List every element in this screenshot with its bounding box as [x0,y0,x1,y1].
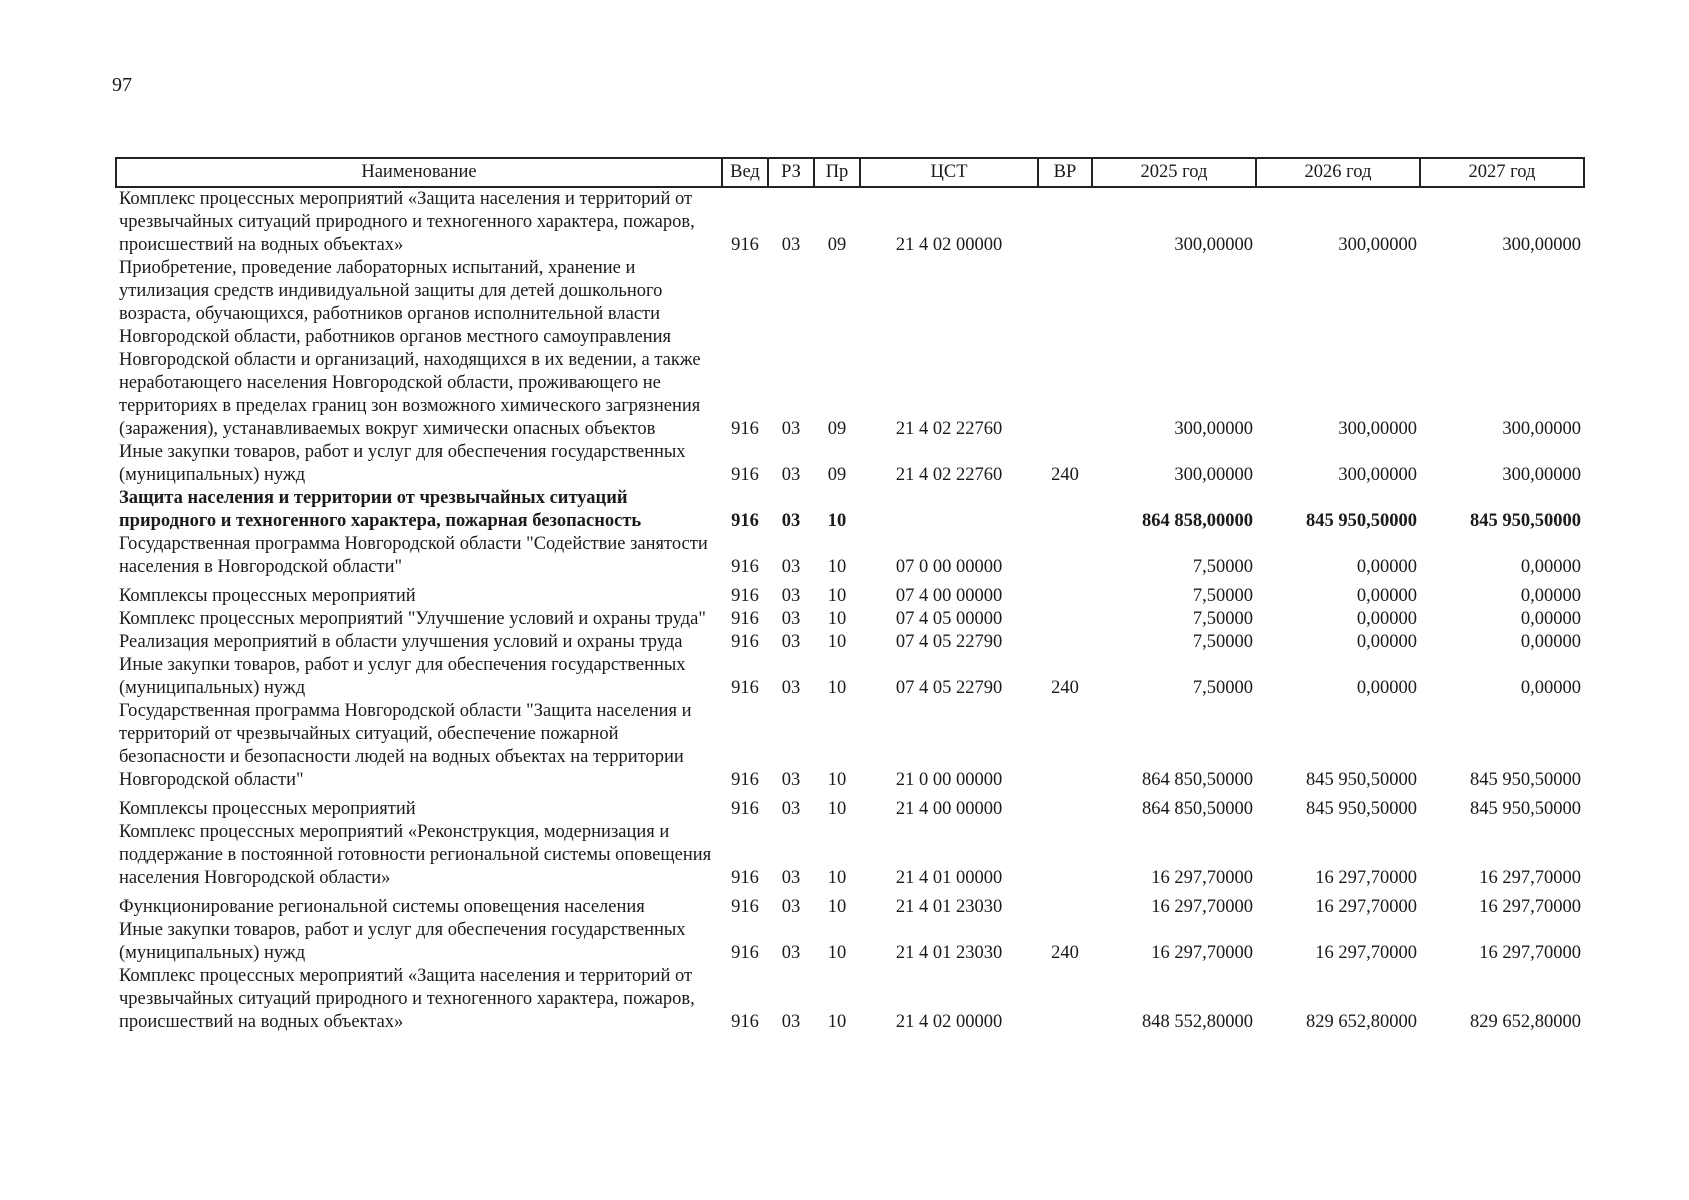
row-cst [860,487,1038,533]
header-name: Наименование [116,158,722,187]
row-pr: 09 [827,465,847,485]
row-vr [1038,700,1092,792]
row-amount-2025: 864 850,50000 [1142,799,1253,819]
row-amount-2027: 829 652,80000 [1470,1012,1581,1032]
row-pr: 09 [827,419,847,439]
row-cst: 07 4 05 22790 [895,678,1003,698]
table-row [116,821,1584,890]
table-row [116,441,1584,487]
row-vr [1038,792,1092,821]
row-amount-2027: 845 950,50000 [1470,770,1581,790]
row-amount-2026: 16 297,70000 [1315,897,1417,917]
row-amount-2025: 848 552,80000 [1142,1012,1253,1032]
row-amount-2027: 0,00000 [1520,609,1581,629]
row-amount-2025: 7,50000 [1192,557,1253,577]
table-row [116,654,1584,700]
row-rz: 03 [781,770,801,790]
header-year-2025: 2025 год [1092,158,1256,187]
row-name: Комплекс процессных мероприятий «Защита населения и территорий от чрезвычайных ситуаций природного и техногенного характера, пожаров, происшествий на водных объектах» [119,966,695,1032]
row-amount-2026: 0,00000 [1356,557,1417,577]
row-cst: 21 4 01 23030 [895,943,1003,963]
row-amount-2027: 300,00000 [1502,465,1581,485]
row-amount-2025: 7,50000 [1192,678,1253,698]
row-pr: 10 [827,609,847,629]
table-row [116,579,1584,608]
row-ved: 916 [731,235,759,255]
header-year-2026: 2026 год [1256,158,1420,187]
row-amount-2027: 845 950,50000 [1470,799,1581,819]
row-amount-2027: 16 297,70000 [1479,943,1581,963]
row-cst: 21 0 00 00000 [895,770,1003,790]
table-row [116,919,1584,965]
row-amount-2025: 300,00000 [1174,465,1253,485]
row-ved: 916 [731,632,759,652]
row-rz: 03 [781,235,801,255]
header-cst: ЦСТ [860,158,1038,187]
row-vr [1038,631,1092,654]
row-amount-2025: 16 297,70000 [1151,868,1253,888]
row-ved: 916 [731,586,759,606]
row-ved: 916 [731,868,759,888]
row-amount-2026: 300,00000 [1338,419,1417,439]
row-rz: 03 [781,586,801,606]
row-rz: 03 [781,799,801,819]
row-ved: 916 [731,419,759,439]
row-pr: 10 [827,632,847,652]
table-row [116,700,1584,792]
row-pr: 10 [827,868,847,888]
page-number: 97 [112,74,132,96]
row-amount-2027: 0,00000 [1520,586,1581,606]
row-pr: 10 [827,799,847,819]
row-name: Комплекс процессных мероприятий "Улучшение условий и охраны труда" [119,609,706,629]
header-rz: РЗ [768,158,814,187]
row-rz: 03 [781,868,801,888]
row-pr: 10 [827,678,847,698]
row-amount-2025: 16 297,70000 [1151,943,1253,963]
row-cst: 07 4 00 00000 [895,586,1003,606]
row-amount-2026: 845 950,50000 [1306,799,1417,819]
row-name: Реализация мероприятий в области улучшения условий и охраны труда [119,632,683,652]
row-name: Иные закупки товаров, работ и услуг для обеспечения государственных (муниципальных) нужд [119,655,686,698]
row-rz: 03 [781,1012,801,1032]
row-amount-2025: 16 297,70000 [1151,897,1253,917]
row-name: Защита населения и территории от чрезвычайных ситуаций природного и техногенного характера, пожарная безопасность [119,488,642,531]
row-amount-2026: 845 950,50000 [1306,770,1417,790]
row-cst: 07 0 00 00000 [895,557,1003,577]
row-vr: 240 [1051,678,1079,698]
row-cst: 07 4 05 22790 [895,632,1003,652]
table-row [116,792,1584,821]
row-name: Комплекс процессных мероприятий «Защита населения и территорий от чрезвычайных ситуаций природного и техногенного характера, пожаров, происшествий на водных объектах» [119,189,695,255]
row-pr: 10 [827,897,847,917]
table-header-row [116,158,1584,187]
row-amount-2027: 16 297,70000 [1479,897,1581,917]
row-cst: 07 4 05 00000 [895,609,1003,629]
row-vr: 240 [1051,943,1079,963]
row-cst: 21 4 02 00000 [895,235,1003,255]
row-rz: 03 [781,678,801,698]
table-row [116,487,1584,533]
row-vr [1038,257,1092,441]
row-vr [1038,608,1092,631]
row-pr: 10 [827,1012,847,1032]
table-row [116,533,1584,579]
row-amount-2026: 300,00000 [1338,465,1417,485]
row-name: Государственная программа Новгородской области "Содействие занятости населения в Новгородской области" [119,534,708,577]
row-ved: 916 [731,770,759,790]
row-amount-2027: 0,00000 [1520,678,1581,698]
header-ved: Вед [722,158,768,187]
row-amount-2025: 864 858,00000 [1142,511,1253,531]
header-year-2027: 2027 год [1420,158,1584,187]
row-vr [1038,890,1092,919]
row-amount-2026: 16 297,70000 [1315,943,1417,963]
row-pr: 10 [827,511,847,531]
row-cst: 21 4 02 22760 [895,419,1003,439]
row-amount-2026: 0,00000 [1356,609,1417,629]
row-rz: 03 [781,557,801,577]
row-rz: 03 [781,943,801,963]
table-row [116,631,1584,654]
row-rz: 03 [781,632,801,652]
row-vr [1038,579,1092,608]
row-name: Комплексы процессных мероприятий [119,586,416,606]
row-amount-2027: 300,00000 [1502,235,1581,255]
row-ved: 916 [731,557,759,577]
row-pr: 10 [827,770,847,790]
row-name: Приобретение, проведение лабораторных испытаний, хранение и утилизация средств индивидуальной защиты для детей дошкольного возраста, обучающихся, работников органов исполнительной власти Новгородской области, работников органов местного самоуправления Новгородской области и организаций, находящихся в их ведении, а также неработающего населения Новгородской области, проживающего не территориях в пределах границ зон возможного химического загрязнения (заражения), устанавливаемых вокруг химически опасных объектов [119,258,701,439]
row-ved: 916 [731,511,759,531]
row-pr: 09 [827,235,847,255]
row-ved: 916 [731,1012,759,1032]
row-name: Государственная программа Новгородской области "Защита населения и территорий от чрезвычайных ситуаций, обеспечение пожарной безопасности и безопасности людей на водных объектах на территории Новгородской области" [119,701,692,790]
row-vr [1038,187,1092,257]
table-row [116,257,1584,441]
row-ved: 916 [731,943,759,963]
row-cst: 21 4 01 23030 [895,897,1003,917]
header-vr: ВР [1038,158,1092,187]
row-amount-2027: 16 297,70000 [1479,868,1581,888]
row-rz: 03 [781,609,801,629]
row-amount-2025: 300,00000 [1174,419,1253,439]
row-name: Комплекс процессных мероприятий «Реконструкция, модернизация и поддержание в постоянной готовности региональной системы оповещения населения Новгородской области» [119,822,712,888]
row-vr [1038,821,1092,890]
row-amount-2026: 0,00000 [1356,632,1417,652]
row-amount-2026: 16 297,70000 [1315,868,1417,888]
row-amount-2026: 845 950,50000 [1306,511,1417,531]
row-rz: 03 [781,419,801,439]
row-ved: 916 [731,799,759,819]
row-amount-2027: 0,00000 [1520,557,1581,577]
table-body [116,187,1584,1034]
row-cst: 21 4 02 00000 [895,1012,1003,1032]
row-ved: 916 [731,678,759,698]
row-name: Комплексы процессных мероприятий [119,799,416,819]
budget-table [115,157,1585,1034]
row-amount-2025: 7,50000 [1192,632,1253,652]
row-pr: 10 [827,557,847,577]
row-vr [1038,487,1092,533]
row-amount-2025: 300,00000 [1174,235,1253,255]
row-rz: 03 [781,897,801,917]
row-ved: 916 [731,609,759,629]
row-ved: 916 [731,465,759,485]
row-amount-2027: 300,00000 [1502,419,1581,439]
row-amount-2027: 845 950,50000 [1470,511,1581,531]
row-name: Функционирование региональной системы оповещения населения [119,897,645,917]
row-rz: 03 [781,465,801,485]
row-pr: 10 [827,943,847,963]
row-pr: 10 [827,586,847,606]
row-vr [1038,965,1092,1034]
row-amount-2026: 300,00000 [1338,235,1417,255]
row-name: Иные закупки товаров, работ и услуг для обеспечения государственных (муниципальных) нужд [119,920,686,963]
row-cst: 21 4 02 22760 [895,465,1003,485]
table-row [116,608,1584,631]
table-row [116,187,1584,257]
row-amount-2026: 0,00000 [1356,586,1417,606]
row-vr [1038,533,1092,579]
row-cst: 21 4 00 00000 [895,799,1003,819]
row-name: Иные закупки товаров, работ и услуг для обеспечения государственных (муниципальных) нужд [119,442,686,485]
row-amount-2026: 829 652,80000 [1306,1012,1417,1032]
row-amount-2025: 7,50000 [1192,609,1253,629]
row-amount-2025: 864 850,50000 [1142,770,1253,790]
row-rz: 03 [781,511,801,531]
row-amount-2025: 7,50000 [1192,586,1253,606]
row-amount-2026: 0,00000 [1356,678,1417,698]
table-row [116,890,1584,919]
table-row [116,965,1584,1034]
row-amount-2027: 0,00000 [1520,632,1581,652]
header-pr: Пр [814,158,860,187]
row-ved: 916 [731,897,759,917]
row-cst: 21 4 01 00000 [895,868,1003,888]
row-vr: 240 [1051,465,1079,485]
